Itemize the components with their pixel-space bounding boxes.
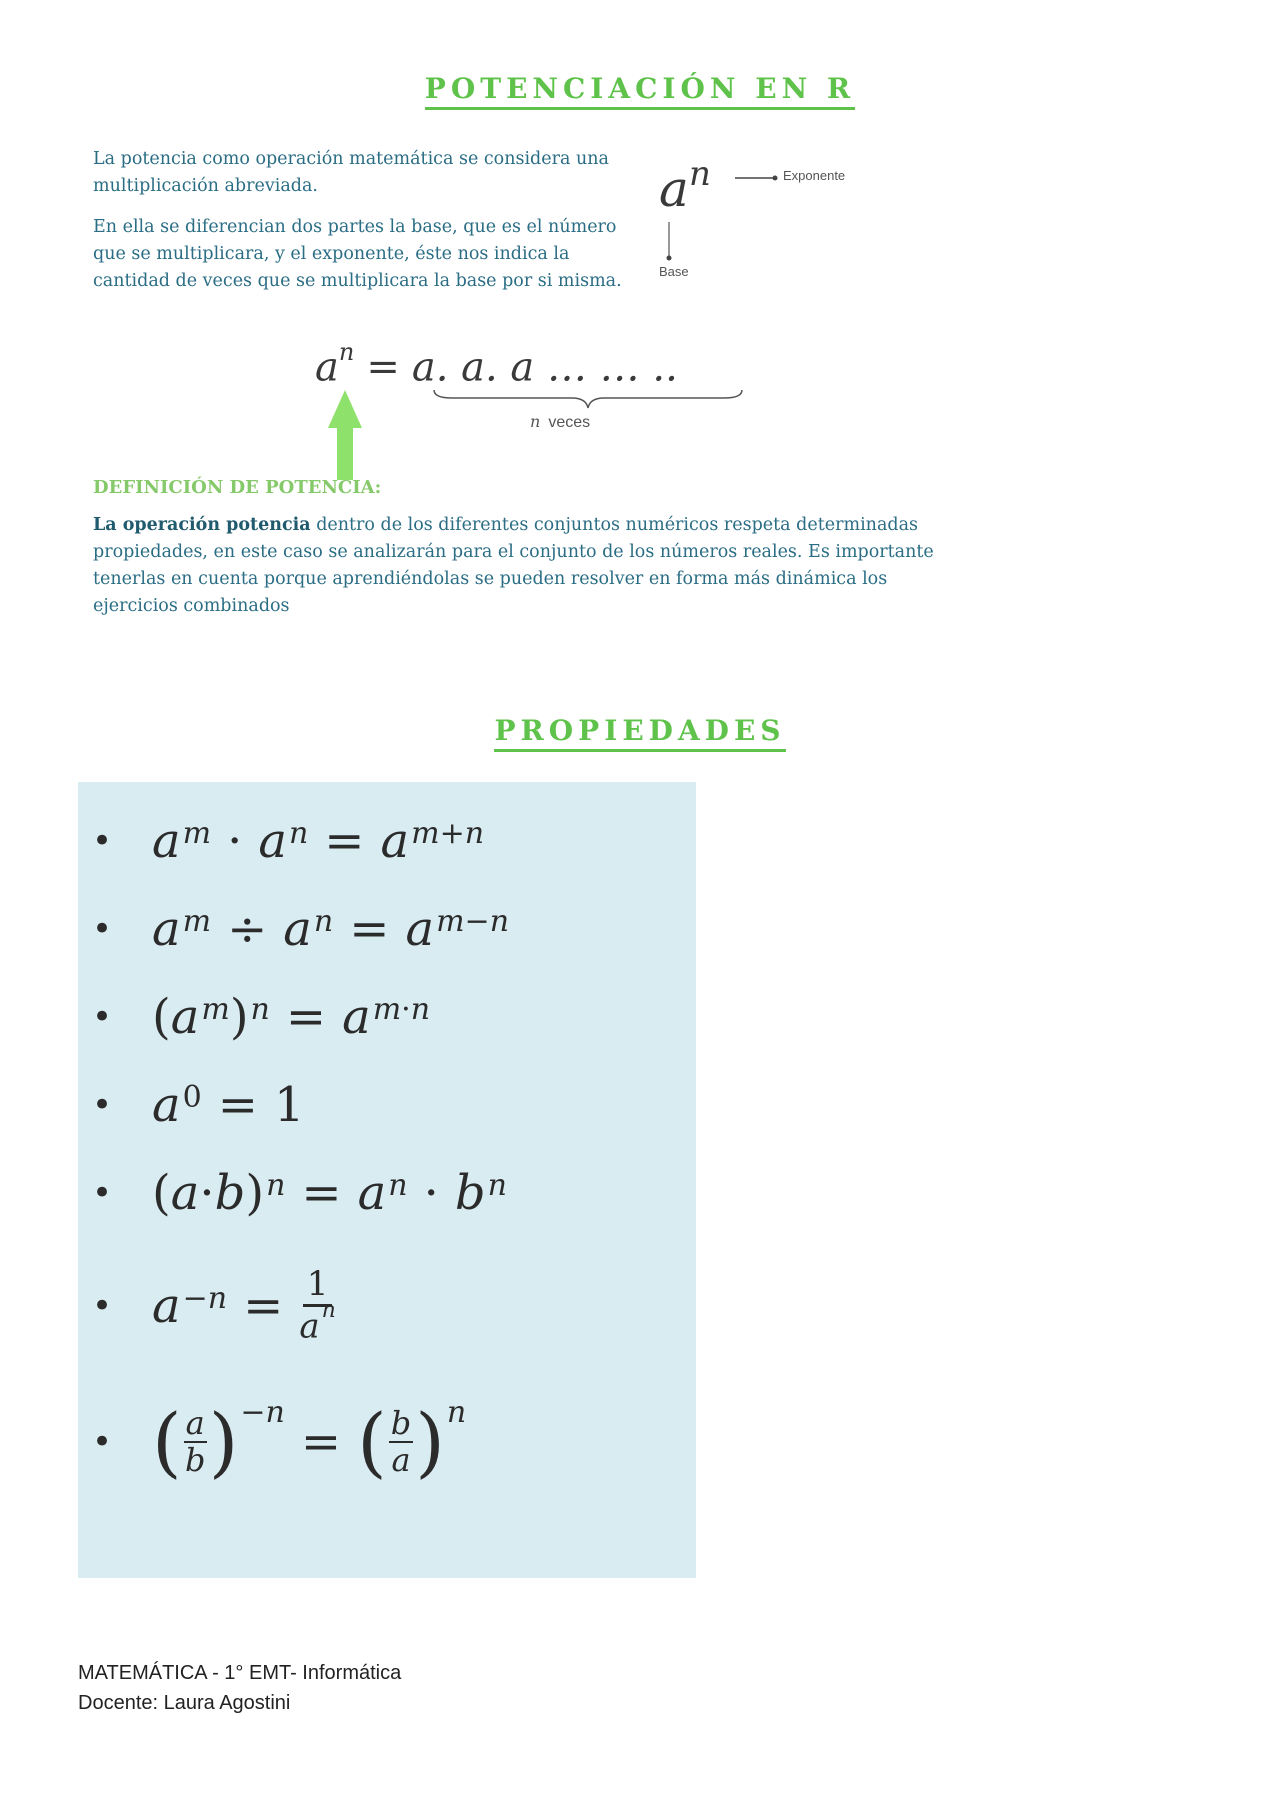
fraction-one-over-a-n: $\frac{1}{a^n}$ — [299, 1264, 336, 1347]
footer-teacher: Docente: Laura Agostini — [78, 1692, 291, 1714]
power-formula — [315, 338, 678, 391]
green-up-arrow-icon — [328, 390, 362, 480]
definition-text: dentro de los diferentes conjuntos numéricos respeta determinadas propiedades, en este caso se analizarán para el conjunto de los números reales. Es importante tenerlas en cuenta porque aprendiéndolas se pueden resolver en forma más dinámica los ejercicios combinados — [93, 515, 934, 616]
definition-heading: DEFINICIÓN DE POTENCIA: — [93, 477, 382, 498]
intro-paragraph-2: En ella se diferencian dos partes la base, que es el número que se multiplicara, y el exponente, éste nos indica la cantidad de veces que se multiplicara la base por si misma. — [93, 217, 622, 291]
power-diagram — [655, 150, 885, 290]
bullet-icon: • — [92, 1286, 113, 1326]
intro-paragraph-1: La potencia como operación matemática se considera una multiplicación abreviada. — [93, 149, 609, 196]
formula-exponent: n — [338, 338, 355, 366]
bullet-icon: • — [92, 1422, 113, 1462]
property-negative-exponent: • a $^{-n}$ = $\frac{1}{a^n}$ — [92, 1264, 336, 1347]
exponent-arrow-icon — [735, 174, 779, 182]
footer-course: MATEMÁTICA - 1° EMT- Informática — [78, 1662, 402, 1684]
formula-expansion: a. a. a … … .. — [411, 344, 678, 391]
definition-paragraph — [93, 512, 953, 620]
property-power-of-power: • ( a $^m$ ) $^n$ = a $^{m \cdot n}$ — [92, 989, 431, 1045]
properties-box — [78, 782, 696, 1578]
diagram-base-label: Base — [659, 264, 689, 279]
formula-equals: = — [366, 344, 400, 391]
diagram-exponent-symbol: n — [689, 154, 711, 194]
bullet-icon: • — [92, 1085, 113, 1125]
property-quotient: • a $^m$ ÷ a $^n$ = a $^{m -n}$ — [92, 901, 510, 957]
underbrace-icon — [432, 388, 744, 410]
page-title-text: POTENCIACIÓN EN R — [425, 72, 855, 110]
bullet-icon: • — [92, 1173, 113, 1213]
diagram-base-symbol: a — [659, 160, 689, 218]
bullet-icon: • — [92, 997, 113, 1037]
properties-title-text: PROPIEDADES — [494, 714, 785, 752]
bullet-icon: • — [92, 821, 113, 861]
underbrace-veces: veces — [548, 414, 591, 431]
underbrace-label — [530, 412, 590, 432]
property-zero-exponent: • a $^0$ = 1 — [92, 1077, 305, 1133]
underbrace-n: n — [530, 412, 541, 431]
property-fraction-negative-exponent: • ( $\frac{a}{b}$ ) $^{-n}$ = ( $\frac{b}{a}$ ) $^n$ — [92, 1394, 467, 1486]
base-arrow-icon — [665, 222, 673, 262]
footer — [78, 1658, 401, 1718]
diagram-exponent-label: Exponente — [783, 168, 846, 183]
properties-title — [0, 714, 1280, 747]
bullet-icon: • — [92, 909, 113, 949]
property-product-power: • ( a · b ) $^n$ = a $^n$ · b $^n$ — [92, 1165, 507, 1221]
property-product: • a $^m$ · a $^n$ = a $^{m +n}$ — [92, 813, 485, 869]
formula-base: a — [315, 344, 339, 391]
page-title — [0, 72, 1280, 105]
definition-bold-lead: La operación potencia — [93, 515, 311, 535]
